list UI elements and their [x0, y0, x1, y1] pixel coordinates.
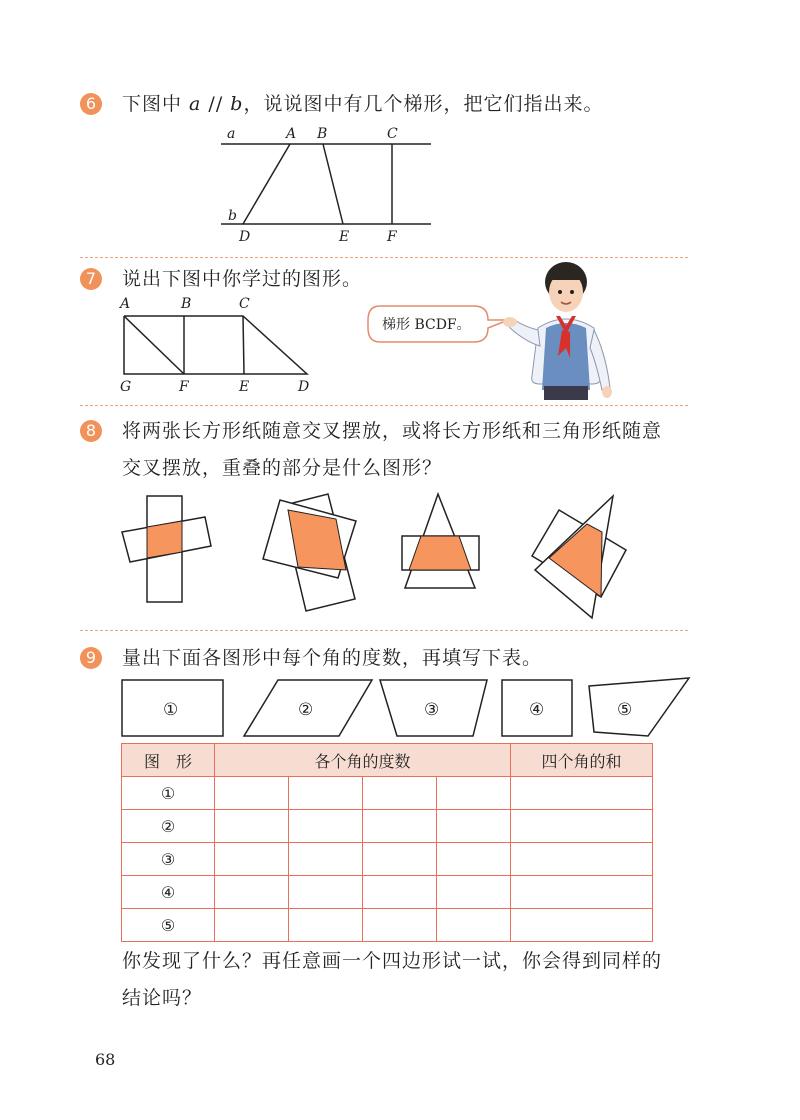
shape-2-label: ②	[298, 700, 314, 720]
table-header-row	[122, 744, 653, 777]
question-9-footer-line2: 结论吗？	[122, 987, 203, 1009]
angle-cell[interactable]	[289, 810, 363, 843]
boy-pants	[544, 386, 588, 400]
sum-cell[interactable]	[511, 909, 653, 942]
boy-hand-right	[602, 386, 612, 398]
label-E: E	[339, 229, 350, 245]
q6-text-post: ，说说图中有几个梯形，把它们指出来。	[243, 93, 604, 115]
overlap-figure-2	[258, 490, 368, 620]
angle-cell[interactable]	[215, 810, 289, 843]
divider-8-9	[80, 630, 688, 631]
angle-cell[interactable]	[437, 876, 511, 909]
segment-be	[323, 144, 343, 224]
overlap-region	[147, 521, 182, 558]
angle-cell[interactable]	[437, 810, 511, 843]
angle-cell[interactable]	[363, 909, 437, 942]
angle-cell[interactable]	[289, 876, 363, 909]
shape-5-irregular	[589, 678, 689, 736]
angle-cell[interactable]	[437, 843, 511, 876]
label-a: a	[227, 126, 236, 142]
label-C: C	[239, 296, 250, 312]
row-label: ①	[122, 777, 215, 810]
sum-cell[interactable]	[511, 777, 653, 810]
row-label: ⑤	[122, 909, 215, 942]
label-A: A	[120, 296, 131, 312]
angle-cell[interactable]	[215, 909, 289, 942]
overlap-figure-4	[528, 490, 633, 625]
angle-cell[interactable]	[289, 777, 363, 810]
label-A: A	[286, 126, 297, 142]
table-row	[122, 909, 653, 942]
question-7-badge: 7	[80, 268, 102, 290]
label-G: G	[120, 379, 132, 395]
angle-cell[interactable]	[215, 843, 289, 876]
question-9-badge: 9	[80, 647, 102, 669]
angle-cell[interactable]	[289, 843, 363, 876]
shape-1-label: ①	[163, 700, 179, 720]
label-D: D	[298, 379, 310, 395]
angle-cell[interactable]	[437, 777, 511, 810]
overlap-figure-3	[398, 490, 488, 595]
q6-parallel-symbol: //	[201, 93, 231, 115]
label-b: b	[228, 208, 237, 224]
row-label: ②	[122, 810, 215, 843]
question-9-text: 量出下面各图形中每个角的度数，再填写下表。	[122, 647, 543, 669]
segment-ce	[243, 316, 244, 374]
row-label: ③	[122, 843, 215, 876]
segment-af	[124, 316, 184, 374]
angle-cell[interactable]	[215, 876, 289, 909]
shape-5-label: ⑤	[617, 700, 633, 720]
shape-3-label: ③	[424, 700, 440, 720]
quadrilateral-shapes	[110, 672, 700, 742]
question-9-footer-line1: 你发现了什么？再任意画一个四边形试一试，你会得到同样的	[122, 950, 663, 972]
sum-cell[interactable]	[511, 810, 653, 843]
shape-outline	[124, 316, 307, 374]
header-sum: 四个角的和	[511, 744, 653, 777]
angle-cell[interactable]	[363, 876, 437, 909]
table-row	[122, 876, 653, 909]
label-C: C	[387, 126, 398, 142]
sum-cell[interactable]	[511, 843, 653, 876]
divider-7-8	[80, 405, 688, 406]
composite-shape-diagram	[110, 292, 320, 397]
label-F: F	[387, 229, 397, 245]
boy-fringe	[548, 268, 584, 280]
boy-eye-right	[570, 290, 574, 294]
boy-hand-left	[503, 317, 517, 327]
q6-text-pre: 下图中	[122, 93, 190, 115]
header-shape: 图 形	[122, 744, 215, 777]
parallel-lines-diagram	[210, 120, 450, 250]
label-B: B	[317, 126, 328, 142]
question-7-text: 说出下图中你学过的图形。	[122, 268, 363, 290]
q6-var-a: a	[189, 93, 202, 115]
boy-eye-left	[558, 290, 562, 294]
angle-cell[interactable]	[363, 810, 437, 843]
speech-bubble-text: 梯形 BCDF。	[382, 317, 471, 333]
table-row	[122, 843, 653, 876]
row-label: ④	[122, 876, 215, 909]
header-angles: 各个角的度数	[215, 744, 511, 777]
angle-table	[121, 743, 653, 942]
question-8-badge: 8	[80, 420, 102, 442]
shape-4-label: ④	[529, 700, 545, 720]
table-row	[122, 777, 653, 810]
question-8-text-line1: 将两张长方形纸随意交叉摆放，或将长方形纸和三角形纸随意	[122, 420, 663, 442]
angle-cell[interactable]	[363, 777, 437, 810]
sum-cell[interactable]	[511, 876, 653, 909]
angle-cell[interactable]	[289, 909, 363, 942]
label-D: D	[239, 229, 251, 245]
question-6-badge: 6	[80, 93, 102, 115]
question-6-text	[122, 88, 603, 120]
question-8-text-line2: 交叉摆放，重叠的部分是什么图形？	[122, 457, 443, 479]
angle-cell[interactable]	[363, 843, 437, 876]
q6-var-b: b	[230, 93, 244, 115]
boy-illustration	[500, 258, 630, 400]
segment-ad	[243, 144, 290, 224]
label-E: E	[239, 379, 250, 395]
angle-cell[interactable]	[437, 909, 511, 942]
page-number: 68	[95, 1050, 116, 1069]
label-F: F	[179, 379, 189, 395]
overlap-figure-1	[118, 490, 218, 610]
table-row	[122, 810, 653, 843]
label-B: B	[181, 296, 192, 312]
angle-cell[interactable]	[215, 777, 289, 810]
